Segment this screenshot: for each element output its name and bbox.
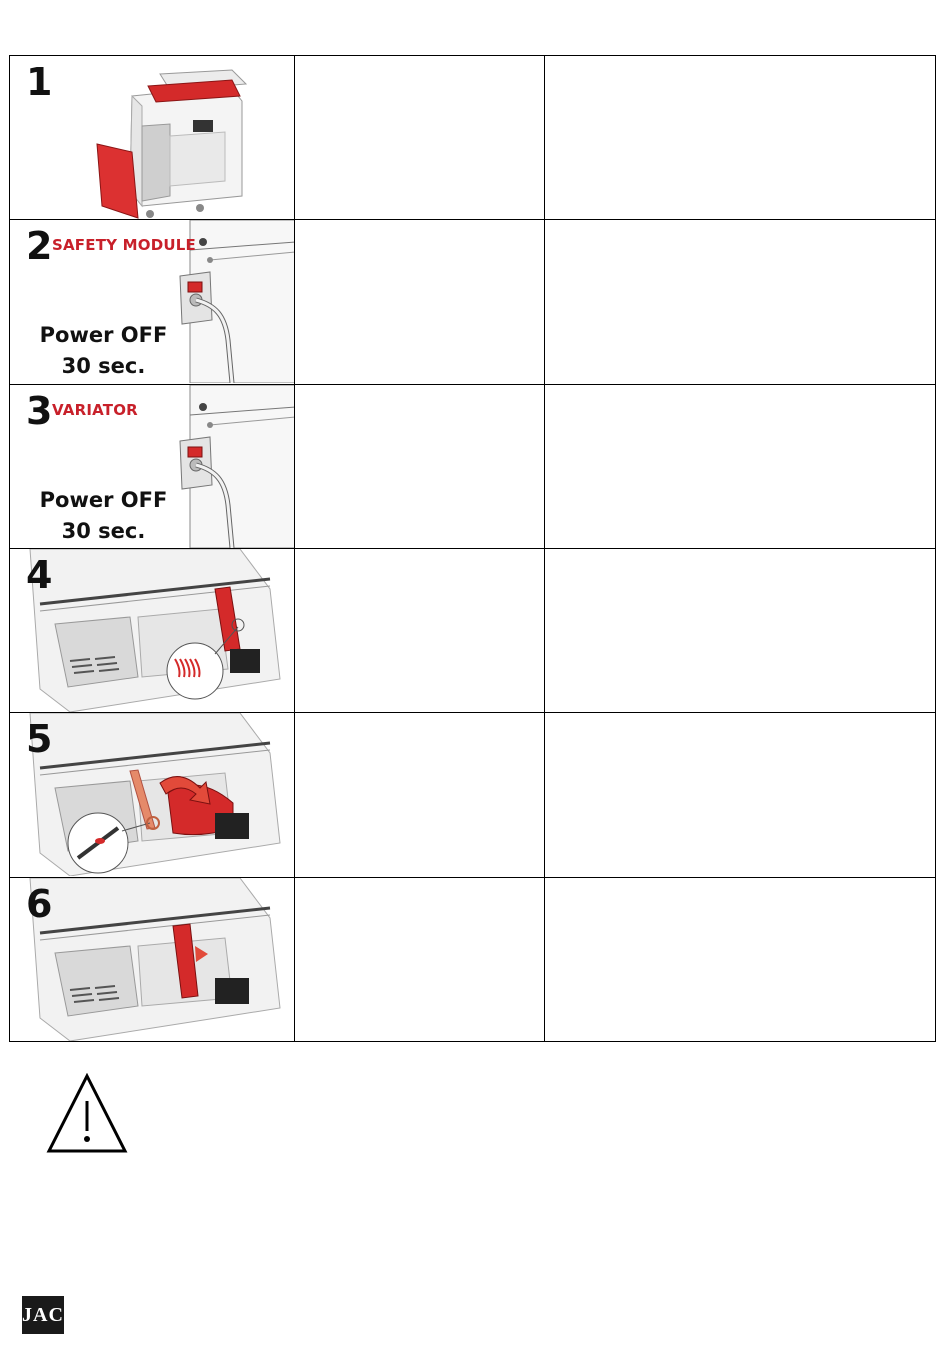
step-2-image-cell xyxy=(10,220,295,384)
instruction-table xyxy=(9,55,936,1042)
step-2-text-cell xyxy=(545,220,936,384)
step-row-6 xyxy=(10,877,936,1041)
connector-detail-illustration xyxy=(10,549,295,712)
jac-logo: JAC xyxy=(22,1296,64,1334)
power-off-line-1: Power OFF xyxy=(39,323,168,348)
step-row-1 xyxy=(10,56,936,220)
step-5-text-cell xyxy=(545,713,936,877)
step-4-middle-cell xyxy=(295,548,545,712)
step-6-middle-cell xyxy=(295,877,545,1041)
power-off-line-2: 30 sec. xyxy=(61,354,146,379)
step-number: 6 xyxy=(26,881,53,926)
step-number: 1 xyxy=(26,60,53,104)
step-4-text-cell xyxy=(545,548,936,712)
machine-open-door-illustration xyxy=(10,56,295,219)
step-5-middle-cell xyxy=(295,713,545,877)
step-1-image-cell xyxy=(10,56,295,220)
step-row-5 xyxy=(10,713,936,877)
step-number: 4 xyxy=(26,552,53,597)
remove-part-illustration xyxy=(10,713,295,876)
power-off-line-1: Power OFF xyxy=(39,487,168,512)
step-row-2 xyxy=(10,220,936,384)
step-number: 5 xyxy=(26,717,53,762)
warning-triangle-icon xyxy=(46,1073,128,1155)
insert-part-illustration xyxy=(10,878,295,1041)
power-off-note xyxy=(36,320,171,382)
step-tag: VARIATOR xyxy=(52,400,138,419)
step-number: 2 xyxy=(26,224,53,269)
step-4-image-cell xyxy=(10,548,295,712)
step-1-text-cell xyxy=(545,56,936,220)
power-off-note xyxy=(36,485,171,547)
step-tag: SAFETY MODULE xyxy=(52,236,196,255)
step-6-text-cell xyxy=(545,877,936,1041)
step-1-middle-cell xyxy=(295,56,545,220)
step-3-middle-cell xyxy=(295,384,545,548)
step-2-middle-cell xyxy=(295,220,545,384)
step-row-4 xyxy=(10,548,936,712)
step-3-image-cell xyxy=(10,384,295,548)
power-off-line-2: 30 sec. xyxy=(61,518,146,543)
step-number: 3 xyxy=(26,388,53,433)
step-6-image-cell xyxy=(10,877,295,1041)
step-5-image-cell xyxy=(10,713,295,877)
step-3-text-cell xyxy=(545,384,936,548)
step-row-3 xyxy=(10,384,936,548)
